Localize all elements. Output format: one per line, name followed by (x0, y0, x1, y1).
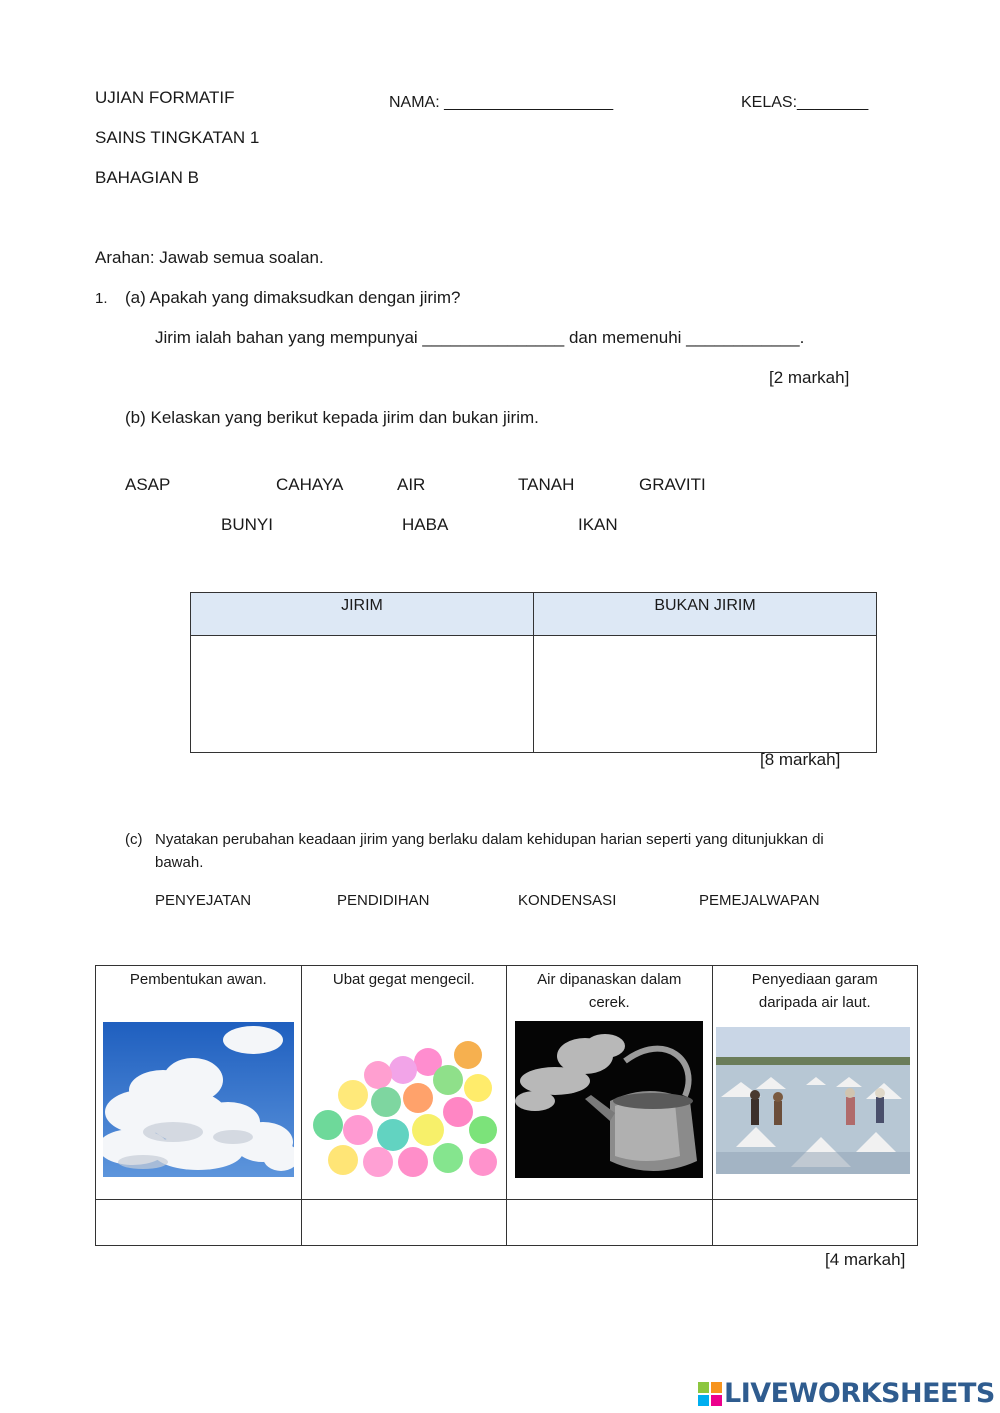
classification-table (190, 592, 877, 753)
answer-line-a: Jirim ialah bahan yang mempunyai _______________ dan memenuhi ____________. (155, 328, 805, 347)
caption-kettle-1: Air dipanaskan dalam (537, 971, 682, 988)
word-air: AIR (397, 475, 426, 494)
question-number: 1. (95, 290, 108, 307)
clouds-photo (103, 1022, 294, 1177)
caption-kettle-2: cerek. (588, 994, 630, 1011)
header-jirim: JIRIM (191, 593, 534, 636)
question-c-line2: bawah. (155, 854, 204, 871)
word-asap: ASAP (125, 475, 171, 494)
option-penyejatan: PENYEJATAN (155, 892, 252, 909)
mothballs-photo (308, 1040, 498, 1178)
question-a: (a) Apakah yang dimaksudkan dengan jirim? (125, 288, 461, 307)
question-c-label: (c) (125, 831, 143, 848)
marks-c: [4 markah] (825, 1250, 906, 1269)
salt-farm-photo (716, 1027, 910, 1174)
answer-cell-bukan-jirim[interactable] (534, 636, 877, 753)
liveworksheets-logo (698, 1378, 995, 1409)
caption-clouds: Pembentukan awan. (129, 971, 267, 988)
word-haba: HABA (402, 515, 449, 534)
answer-cell-mothballs[interactable] (301, 1200, 507, 1246)
test-title: UJIAN FORMATIF (95, 88, 235, 107)
word-tanah: TANAH (518, 475, 575, 494)
word-cahaya: CAHAYA (276, 475, 344, 494)
question-c-line1: Nyatakan perubahan keadaan jirim yang berlaku dalam kehidupan harian seperti yang ditunjukkan di (155, 831, 824, 848)
word-ikan: IKAN (578, 515, 618, 534)
liveworksheets-icon (698, 1382, 722, 1406)
caption-salt-1: Penyediaan garam (751, 971, 878, 988)
answer-cell-clouds[interactable] (96, 1200, 302, 1246)
instruction: Arahan: Jawab semua soalan. (95, 248, 324, 267)
caption-mothballs: Ubat gegat mengecil. (332, 971, 475, 988)
brand-name: LIVEWORKSHEETS (724, 1378, 995, 1409)
word-bunyi: BUNYI (221, 515, 273, 534)
answer-cell-kettle[interactable] (507, 1200, 713, 1246)
question-b: (b) Kelaskan yang berikut kepada jirim dan bukan jirim. (125, 408, 539, 427)
answer-cell-salt[interactable] (712, 1200, 918, 1246)
option-pemejalwapan: PEMEJALWAPAN (699, 892, 820, 909)
caption-salt-2: daripada air laut. (758, 994, 871, 1011)
name-field[interactable]: NAMA: ___________________ (389, 94, 614, 111)
word-graviti: GRAVITI (639, 475, 706, 494)
kettle-steam-photo (515, 1021, 703, 1178)
answer-cell-jirim[interactable] (191, 636, 534, 753)
marks-b: [8 markah] (760, 750, 841, 769)
marks-a: [2 markah] (769, 368, 850, 387)
subject-title: SAINS TINGKATAN 1 (95, 128, 260, 147)
option-kondensasi: KONDENSASI (518, 892, 617, 909)
option-pendidihan: PENDIDIHAN (337, 892, 430, 909)
header-bukan-jirim: BUKAN JIRIM (534, 593, 877, 636)
class-field[interactable]: KELAS:________ (741, 94, 869, 111)
section-title: BAHAGIAN B (95, 168, 199, 187)
